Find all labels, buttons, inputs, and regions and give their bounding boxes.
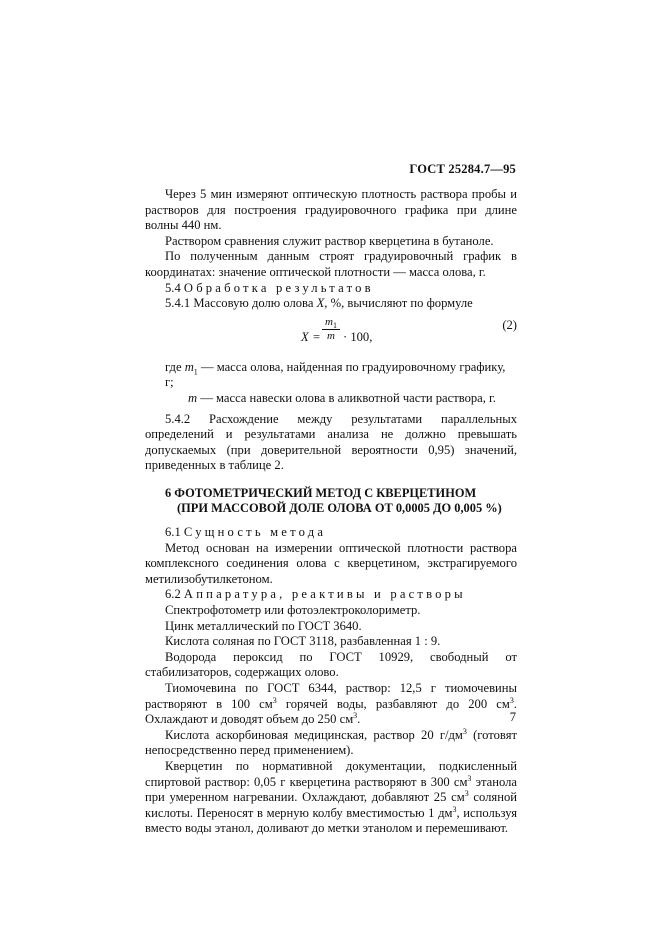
item-text: (готовят непосредственно перед применением). (145, 727, 517, 758)
item-text: Тиомочевина по ГОСТ 6344, раствор: 12,5 г тиомочевины растворяют в 100 см (145, 681, 517, 711)
legend-var: m (184, 359, 194, 374)
section-6-heading (145, 486, 517, 515)
document-header: ГОСТ 25284.7—95 (409, 162, 516, 176)
legend-row-m (145, 391, 517, 407)
superscript: 3 (452, 804, 457, 814)
item-text: горячей воды, разбавляют до 200 см (276, 696, 510, 711)
legend-text: — масса олова, найденная по градуировочному графику, г; (165, 359, 506, 390)
clause-5-4-1 (145, 296, 517, 312)
paragraph-method-principle: Метод основан на измерении оптической плотности раствора комплексного соединения олова с кверцетином, экстрагируемого метилизобутилкетоном. (145, 540, 517, 586)
numerator-subscript: 1 (332, 320, 337, 330)
item-text: соляной кислоты. Переносят в мерную колбу вместимостью 1 дм (145, 790, 517, 820)
item-quercetin (145, 759, 517, 837)
item-hydrochloric-acid: Кислота соляная по ГОСТ 3118, разбавленная 1 : 9. (165, 634, 441, 649)
variable-x: X (316, 296, 325, 311)
formula-equals: = (313, 329, 321, 344)
section-number: 5.4 (165, 280, 181, 295)
section-5-4-heading (145, 281, 517, 297)
item-zinc: Цинк металлический по ГОСТ 3640. (165, 618, 362, 633)
item-spectrophotometer: Спектрофотометр или фотоэлектроколориметр. (165, 603, 421, 618)
item-hydrogen-peroxide: Водорода пероксид по ГОСТ 10929, свободный от стабилизаторов, содержащих олово. (145, 649, 517, 680)
section-6-title-line-1: 6 ФОТОМЕТРИЧЕСКИЙ МЕТОД С КВЕРЦЕТИНОМ (165, 485, 477, 500)
formula-2 (145, 316, 517, 360)
superscript: 3 (509, 695, 514, 705)
formula-legend (145, 360, 517, 407)
clause-text: , %, вычисляют по формуле (324, 296, 473, 311)
item-text: этанола при умеренном нагревании. Охлаждают, добавляют 25 см (145, 774, 517, 805)
section-number: 6.1 (165, 525, 181, 540)
legend-text: где (165, 359, 185, 374)
paragraph-reference-solution: Раствором сравнения служит раствор кверцетина в бутаноле. (165, 233, 494, 248)
item-text: . Охлаждают и доводят объем до 250 см (145, 696, 517, 727)
body-text (145, 187, 517, 837)
paragraph-calibration: По полученным данным строят градуировочный график в координатах: значение оптической плотности — масса олова, г. (145, 249, 517, 279)
superscript: 3 (467, 773, 472, 783)
fraction-numerator (322, 316, 340, 330)
section-title: Аппаратура, реактивы и растворы (183, 587, 466, 602)
item-thiourea (145, 681, 517, 728)
item-text: Кислота аскорбиновая медицинская, раствор 20 г/дм (165, 727, 463, 742)
section-number: 6.2 (165, 587, 181, 602)
item-text: Кверцетин по нормативной документации, подкисленный спиртовой раствор: 0,05 г кверцетина растворяют в 300 см (145, 759, 517, 789)
section-6-2-heading (145, 587, 517, 603)
numerator-var: m (325, 315, 333, 328)
legend-text: — масса навески олова в аликвотной части раствора, г. (197, 390, 496, 405)
page-number: 7 (509, 710, 516, 724)
formula-lhs: X (301, 329, 309, 344)
section-6-title-line-2: (ПРИ МАССОВОЙ ДОЛЕ ОЛОВА ОТ 0,0005 ДО 0,005 %) (177, 500, 502, 515)
section-title: Сущность метода (183, 525, 327, 540)
item-text: , используя вместо воды этанол, доливают до метки этанолом и перемешивают. (145, 805, 517, 836)
paragraph-measurement: Через 5 мин измеряют оптическую плотность раствора пробы и растворов для построения градуировочного графика при длине волны 440 нм. (145, 187, 517, 233)
legend-subscript: 1 (193, 367, 198, 377)
item-ascorbic-acid (145, 728, 517, 759)
fraction-denominator: m (327, 329, 335, 342)
section-title: Обработка результатов (183, 280, 374, 295)
formula-fraction (322, 316, 340, 343)
superscript: 3 (353, 711, 358, 721)
clause-5-4-2: 5.4.2 Расхождение между результатами параллельных определений и результатами анализа не должно превышать допускаемых (при доверительной вероятности 0,95) значений, приведенных в таблице 2. (145, 411, 517, 473)
superscript: 3 (464, 789, 469, 798)
legend-var: m (188, 390, 198, 405)
legend-row-m1 (145, 360, 517, 391)
formula-number: (2) (502, 317, 517, 332)
clause-text: 5.4.1 Массовую долю олова (165, 296, 317, 311)
superscript: 3 (272, 695, 277, 705)
item-text: . (357, 712, 361, 727)
section-6-1-heading (145, 525, 517, 541)
superscript: 3 (462, 726, 467, 736)
formula-multiplier: · 100, (343, 329, 373, 344)
